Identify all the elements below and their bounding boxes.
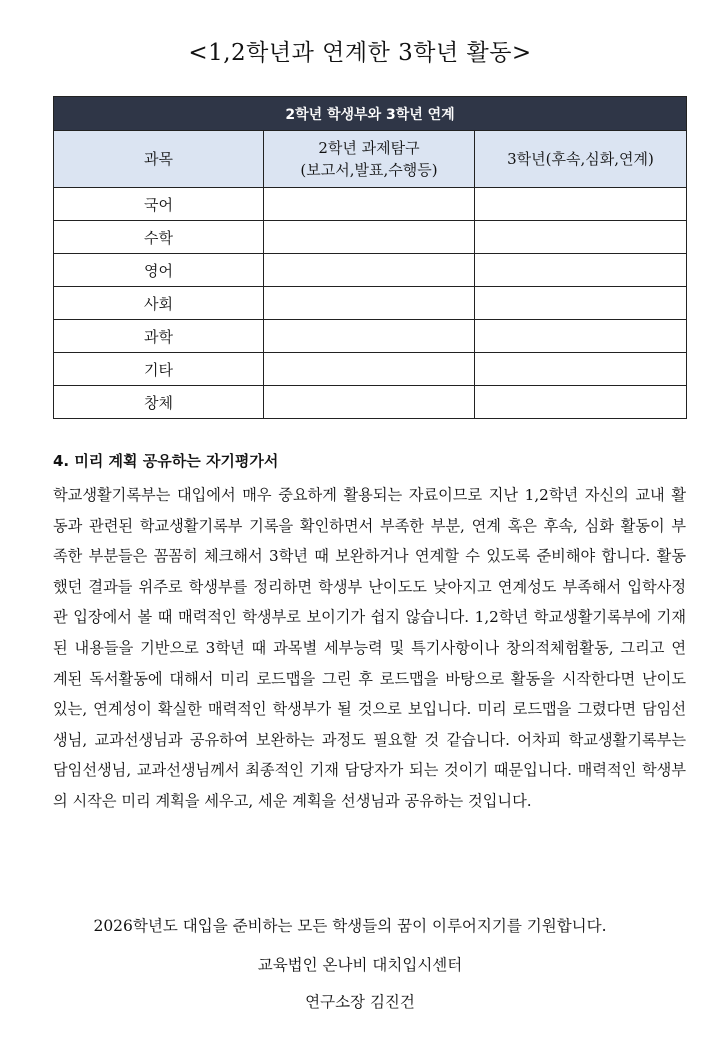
page-title: <1,2학년과 연계한 3학년 활동> bbox=[188, 40, 532, 66]
table-row bbox=[54, 320, 687, 353]
column-header-grade2-line2: (보고서,발표,수행등) bbox=[300, 161, 438, 179]
column-header-grade3: 3학년(후속,심화,연계) bbox=[475, 131, 687, 188]
subject-cell: 과학 bbox=[54, 320, 264, 353]
body-line: 된 내용들을 기반으로 3학년 때 과목별 세부능력 및 특기사항이나 창의적체험활동, 그리고 연 bbox=[53, 638, 686, 657]
subject-cell: 영어 bbox=[54, 254, 264, 287]
table-body bbox=[54, 188, 687, 419]
subject-cell: 국어 bbox=[54, 188, 264, 221]
closing-org: 교육법인 온나비 대치입시센터 bbox=[257, 956, 463, 974]
table-row bbox=[54, 287, 687, 320]
subject-cell: 창체 bbox=[54, 386, 264, 419]
closing-author: 연구소장 김진건 bbox=[305, 993, 415, 1011]
section-title: 4. 미리 계획 공유하는 자기평가서 bbox=[53, 452, 279, 470]
grade2-cell[interactable] bbox=[264, 188, 475, 221]
closing-wish: 2026학년도 대입을 준비하는 모든 학생들의 꿈이 이루어지기를 기원합니다. bbox=[93, 917, 607, 935]
grade3-cell[interactable] bbox=[475, 320, 687, 353]
grade3-cell[interactable] bbox=[475, 353, 687, 386]
body-line: 계된 독서활동에 대해서 미리 로드맵을 그린 후 로드맵을 바탕으로 활동을 시작한다면 난이도 bbox=[53, 669, 686, 688]
body-line: 담임선생님, 교과선생님께서 최종적인 기재 담당자가 되는 것이기 때문입니다. 매력적인 학생부 bbox=[53, 761, 686, 780]
table-header-row bbox=[54, 97, 687, 131]
grade3-cell[interactable] bbox=[475, 386, 687, 419]
section-body bbox=[53, 480, 686, 817]
body-line: 있는, 연계성이 확실한 매력적인 학생부가 될 것으로 보입니다. 미리 로드맵을 그렸다면 담임선 bbox=[53, 700, 686, 719]
column-header-grade2 bbox=[264, 131, 475, 188]
grade2-cell[interactable] bbox=[264, 353, 475, 386]
body-line: 학교생활기록부는 대입에서 매우 중요하게 활용되는 자료이므로 지난 1,2학년 자신의 교내 활 bbox=[53, 486, 686, 504]
body-line: 생님, 교과선생님과 공유하여 보완하는 과정도 필요할 것 같습니다. 어차피 학교생활기록부는 bbox=[53, 730, 686, 749]
body-line: 관 입장에서 볼 때 매력적인 학생부로 보이기가 쉽지 않습니다. 1,2학년 학교생활기록부에 기재 bbox=[53, 608, 686, 627]
column-header-subject: 과목 bbox=[54, 131, 264, 188]
table-row bbox=[54, 188, 687, 221]
body-line: 의 시작은 미리 계획을 세우고, 세운 계획을 선생님과 공유하는 것입니다. bbox=[53, 791, 532, 810]
column-header-grade2-line1: 2학년 과제탐구 bbox=[318, 139, 420, 157]
table-row bbox=[54, 353, 687, 386]
grade2-cell[interactable] bbox=[264, 320, 475, 353]
body-line: 족한 부분들은 꼼꼼히 체크해서 3학년 때 보완하거나 연계할 수 있도록 준비해야 합니다. 활동 bbox=[53, 547, 686, 566]
column-header-row bbox=[54, 131, 687, 188]
grade2-cell[interactable] bbox=[264, 287, 475, 320]
grade3-cell[interactable] bbox=[475, 188, 687, 221]
grade3-cell[interactable] bbox=[475, 254, 687, 287]
grade2-cell[interactable] bbox=[264, 386, 475, 419]
table-row bbox=[54, 254, 687, 287]
table-title: 2학년 학생부와 3학년 연계 bbox=[54, 97, 687, 131]
subject-cell: 기타 bbox=[54, 353, 264, 386]
table-row bbox=[54, 386, 687, 419]
body-line: 했던 결과들 위주로 학생부를 정리하면 학생부 난이도도 낮아지고 연계성도 부족해서 입학사정 bbox=[53, 577, 686, 596]
grade3-cell[interactable] bbox=[475, 287, 687, 320]
table-row bbox=[54, 221, 687, 254]
grade3-cell[interactable] bbox=[475, 221, 687, 254]
grade2-cell[interactable] bbox=[264, 221, 475, 254]
grade2-cell[interactable] bbox=[264, 254, 475, 287]
subject-cell: 사회 bbox=[54, 287, 264, 320]
linkage-table bbox=[53, 96, 687, 419]
subject-cell: 수학 bbox=[54, 221, 264, 254]
body-line: 동과 관련된 학교생활기록부 기록을 확인하면서 부족한 부분, 연계 혹은 후속, 심화 활동이 부 bbox=[53, 516, 686, 535]
